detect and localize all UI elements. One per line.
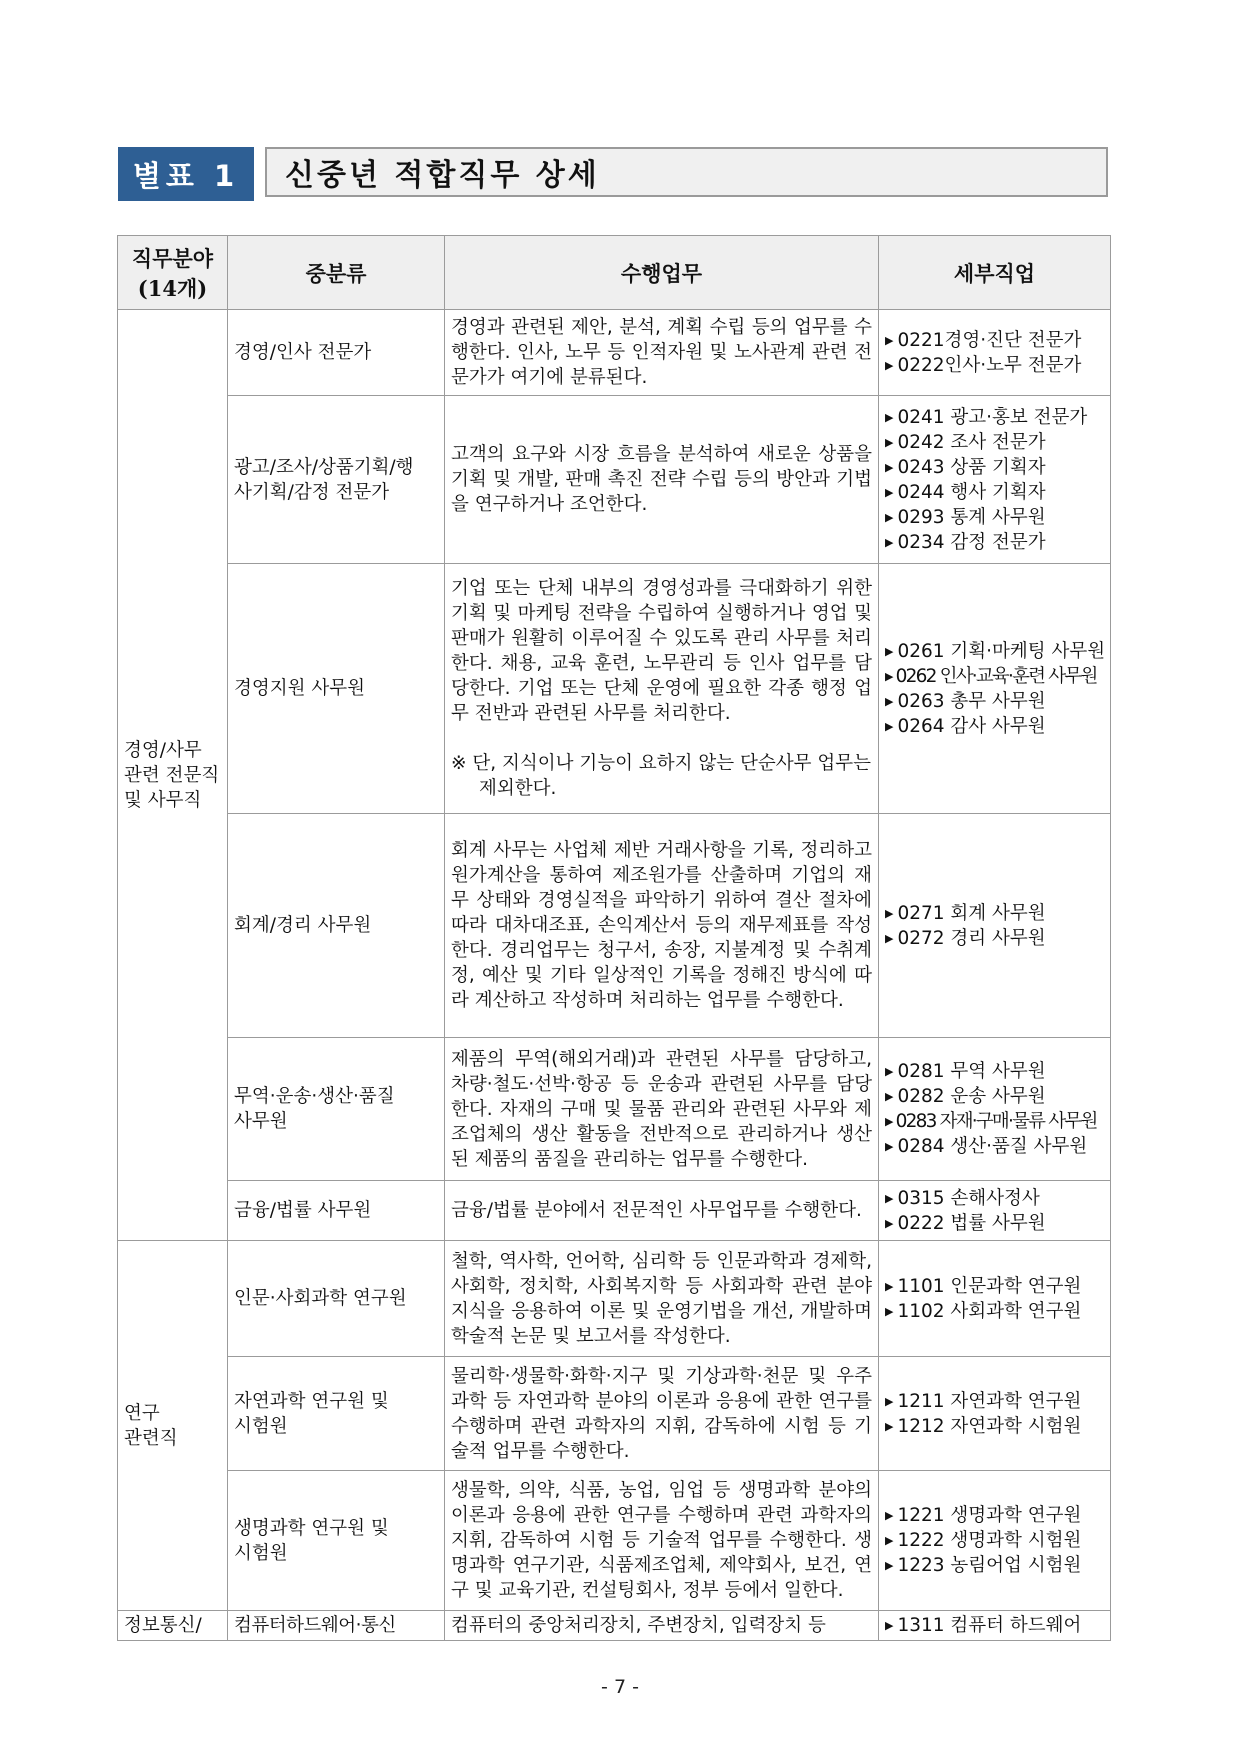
job-item: ▶ 0293 통계 사무원 xyxy=(885,506,1046,528)
triangle-bullet-icon: ▶ xyxy=(885,410,894,424)
jobs-cell xyxy=(879,1471,1111,1611)
jobs-cell xyxy=(879,814,1111,1038)
job-item: ▶ 0264 감사 사무원 xyxy=(885,715,1046,737)
job-item: ▶ 0284 생산·품질 사무원 xyxy=(885,1136,1088,1157)
appendix-badge: 별표 1 xyxy=(118,147,254,201)
triangle-bullet-icon: ▶ xyxy=(885,669,892,683)
jobs-cell xyxy=(879,1038,1111,1181)
table-row xyxy=(118,1471,1111,1611)
jobs-cell xyxy=(879,1611,1111,1641)
job-item: ▶ 1221 생명과학 연구원 xyxy=(885,1505,1082,1526)
job-item: ▶ 0244 행사 기획자 xyxy=(885,481,1046,503)
header-jobs: 세부직업 xyxy=(879,236,1111,310)
note-text: ※ 단, 지식이나 기능이 요하지 않는 단순사무 업무는 xyxy=(451,753,871,774)
triangle-bullet-icon: ▶ xyxy=(885,906,894,920)
triangle-bullet-icon: ▶ xyxy=(885,435,894,449)
triangle-bullet-icon: ▶ xyxy=(885,535,894,549)
job-item: ▶ 0221경영·진단 전문가 xyxy=(885,329,1082,351)
table-row xyxy=(118,1038,1111,1181)
job-item: ▶ 0222 법률 사무원 xyxy=(885,1212,1046,1234)
triangle-bullet-icon: ▶ xyxy=(885,358,894,372)
triangle-bullet-icon: ▶ xyxy=(885,1509,894,1522)
subcategory-cell: 회계/경리 사무원 xyxy=(228,814,445,1038)
triangle-bullet-icon: ▶ xyxy=(885,1090,894,1103)
job-item: ▶ 1211 자연과학 연구원 xyxy=(885,1390,1082,1412)
task-cell: 물리학·생물학·화학·지구 및 기상과학·천문 및 우주과학 등 자연과학 분야의 이론과 응용에 관한 연구를 수행하며 관련 과학자의 지휘, 감독하에 시험 등 기술적 업무를 수행한다. xyxy=(445,1357,879,1471)
triangle-bullet-icon: ▶ xyxy=(885,1191,894,1205)
job-item: ▶ 0241 광고·홍보 전문가 xyxy=(885,406,1088,428)
job-item: ▶ 0234 감정 전문가 xyxy=(885,531,1046,553)
job-item: ▶ 1212 자연과학 시험원 xyxy=(885,1415,1082,1437)
triangle-bullet-icon: ▶ xyxy=(885,460,894,474)
triangle-bullet-icon: ▶ xyxy=(885,485,894,499)
jobs-cell xyxy=(879,1241,1111,1357)
triangle-bullet-icon: ▶ xyxy=(885,333,894,347)
table-header-row xyxy=(118,236,1111,310)
category-cell: 경영/사무 관련 전문직 및 사무직 xyxy=(118,310,228,1241)
title-row xyxy=(118,147,1110,201)
job-item: ▶ 0315 손해사정사 xyxy=(885,1187,1040,1209)
triangle-bullet-icon: ▶ xyxy=(885,1619,894,1632)
task-cell: 경영과 관련된 제안, 분석, 계획 수립 등의 업무를 수행한다. 인사, 노무 등 인적자원 및 노사관계 관련 전문가가 여기에 분류된다. xyxy=(445,310,879,396)
category-cell: 정보통신/ xyxy=(118,1611,228,1641)
job-item: ▶ 0282 운송 사무원 xyxy=(885,1086,1046,1107)
table-row xyxy=(118,310,1111,396)
jobs-cell xyxy=(879,310,1111,396)
triangle-bullet-icon: ▶ xyxy=(885,510,894,524)
table-row xyxy=(118,1611,1111,1641)
jobs-cell xyxy=(879,396,1111,564)
job-item: ▶ 1311 컴퓨터 하드웨어 xyxy=(885,1615,1082,1636)
triangle-bullet-icon: ▶ xyxy=(885,1559,894,1572)
job-item: ▶ 0271 회계 사무원 xyxy=(885,902,1046,924)
subcategory-cell: 인문·사회과학 연구원 xyxy=(228,1241,445,1357)
jobs-cell xyxy=(879,1181,1111,1241)
task-cell: 금융/법률 분야에서 전문적인 사무업무를 수행한다. xyxy=(445,1181,879,1241)
triangle-bullet-icon: ▶ xyxy=(885,1115,892,1128)
subcategory-cell: 광고/조사/상품기획/행 사기획/감정 전문가 xyxy=(228,396,445,564)
note-text-continued: 제외한다. xyxy=(479,778,557,799)
job-item: ▶ 0281 무역 사무원 xyxy=(885,1061,1046,1082)
page-title: 신중년 적합직무 상세 xyxy=(265,147,1108,197)
triangle-bullet-icon: ▶ xyxy=(885,1065,894,1078)
subcategory-cell: 무역·운송·생산·품질 사무원 xyxy=(228,1038,445,1181)
job-item: ▶ 1223 농림어업 시험원 xyxy=(885,1555,1082,1576)
triangle-bullet-icon: ▶ xyxy=(885,1279,894,1293)
job-item: ▶ 0222인사·노무 전문가 xyxy=(885,354,1082,376)
subcategory-cell: 경영지원 사무원 xyxy=(228,564,445,814)
triangle-bullet-icon: ▶ xyxy=(885,1140,894,1153)
job-item: ▶ 0261 기획·마케팅 사무원 xyxy=(885,640,1106,662)
job-item: ▶ 0262 인사·교육·훈련 사무원 xyxy=(885,665,1097,687)
table-row xyxy=(118,1241,1111,1357)
subcategory-cell: 경영/인사 전문가 xyxy=(228,310,445,396)
subcategory-cell: 생명과학 연구원 및 시험원 xyxy=(228,1471,445,1611)
task-cell: 고객의 요구와 시장 흐름을 분석하여 새로운 상품을 기획 및 개발, 판매 촉진 전략 수립 등의 방안과 기법을 연구하거나 조언한다. xyxy=(445,396,879,564)
subcategory-cell: 컴퓨터하드웨어·통신 xyxy=(228,1611,445,1641)
task-cell: 회계 사무는 사업체 제반 거래사항을 기록, 정리하고 원가계산을 통하여 제조원가를 산출하며 기업의 재무 상태와 경영실적을 파악하기 위하여 결산 절차에 따라 대차대조표, 손익계산서 등의 재무제표를 작성한다. 경리업무는 청구서, 송장, 지불계정 및 수취계정, 예산 및 기타 일상적인 기록을 정해진 방식에 따라 계산하고 작성하며 처리하는 업무를 수행한다. xyxy=(445,814,879,1038)
table-row xyxy=(118,1181,1111,1241)
jobs-cell xyxy=(879,1357,1111,1471)
subcategory-cell: 금융/법률 사무원 xyxy=(228,1181,445,1241)
triangle-bullet-icon: ▶ xyxy=(885,1534,894,1547)
triangle-bullet-icon: ▶ xyxy=(885,1304,894,1318)
triangle-bullet-icon: ▶ xyxy=(885,719,894,733)
task-cell: 기업 또는 단체 내부의 경영성과를 극대화하기 위한 기획 및 마케팅 전략을 수립하여 실행하거나 영업 및 판매가 원활히 이루어질 수 있도록 관리 사무를 처리한다. 채용, 교육 훈련, 노무관리 등 인사 업무를 담당한다. 기업 또는 단체 운영에 필요한 각종 행정 업무 전반과 관련된 사무를 처리한다. ※ 단, 지식이나 기능이 요하지 않는 단순사무 업무는 제외한다. xyxy=(445,564,879,814)
triangle-bullet-icon: ▶ xyxy=(885,1394,894,1408)
header-task: 수행업무 xyxy=(445,236,879,310)
job-item: ▶ 0272 경리 사무원 xyxy=(885,927,1046,949)
job-item: ▶ 1101 인문과학 연구원 xyxy=(885,1275,1082,1297)
category-cell: 연구 관련직 xyxy=(118,1241,228,1611)
table-row xyxy=(118,1357,1111,1471)
task-cell: 생물학, 의약, 식품, 농업, 임업 등 생명과학 분야의 이론과 응용에 관한 연구를 수행하며 관련 과학자의 지휘, 감독하여 시험 등 기술적 업무를 수행한다. 생명과학 연구기관, 식품제조업체, 제약회사, 보건, 연구 및 교육기관, 컨설팅회사, 정부 등에서 일한다. xyxy=(445,1471,879,1611)
task-cell: 컴퓨터의 중앙처리장치, 주변장치, 입력장치 등 xyxy=(445,1611,879,1641)
job-item: ▶ 0243 상품 기획자 xyxy=(885,456,1046,478)
triangle-bullet-icon: ▶ xyxy=(885,1216,894,1230)
table-row xyxy=(118,564,1111,814)
subcategory-cell: 자연과학 연구원 및 시험원 xyxy=(228,1357,445,1471)
triangle-bullet-icon: ▶ xyxy=(885,644,894,658)
page-number: - 7 - xyxy=(601,1676,639,1698)
table-row xyxy=(118,814,1111,1038)
job-item: ▶ 1222 생명과학 시험원 xyxy=(885,1530,1082,1551)
header-field: 직무분야 (14개) xyxy=(118,236,228,310)
jobs-cell xyxy=(879,564,1111,814)
triangle-bullet-icon: ▶ xyxy=(885,1419,894,1433)
task-cell: 제품의 무역(해외거래)과 관련된 사무를 담당하고, 차량·철도·선박·항공 등 운송과 관련된 사무를 담당한다. 자재의 구매 및 물품 관리와 관련된 사무와 제조업체의 생산 활동을 전반적으로 관리하거나 생산된 제품의 품질을 관리하는 업무를 수행한다. xyxy=(445,1038,879,1181)
job-item: ▶ 0242 조사 전문가 xyxy=(885,431,1046,453)
task-cell: 철학, 역사학, 언어학, 심리학 등 인문과학과 경제학, 사회학, 정치학, 사회복지학 등 사회과학 관련 분야 지식을 응용하여 이론 및 운영기법을 개선, 개발하며 학술적 논문 및 보고서를 작성한다. xyxy=(445,1241,879,1357)
job-item: ▶ 1102 사회과학 연구원 xyxy=(885,1300,1082,1322)
job-item: ▶ 0263 총무 사무원 xyxy=(885,690,1046,712)
job-table xyxy=(117,235,1111,1641)
header-subcategory: 중분류 xyxy=(228,236,445,310)
table-row xyxy=(118,396,1111,564)
triangle-bullet-icon: ▶ xyxy=(885,931,894,945)
triangle-bullet-icon: ▶ xyxy=(885,694,894,708)
job-item: ▶ 0283 자재·구매·물류 사무원 xyxy=(885,1111,1097,1132)
